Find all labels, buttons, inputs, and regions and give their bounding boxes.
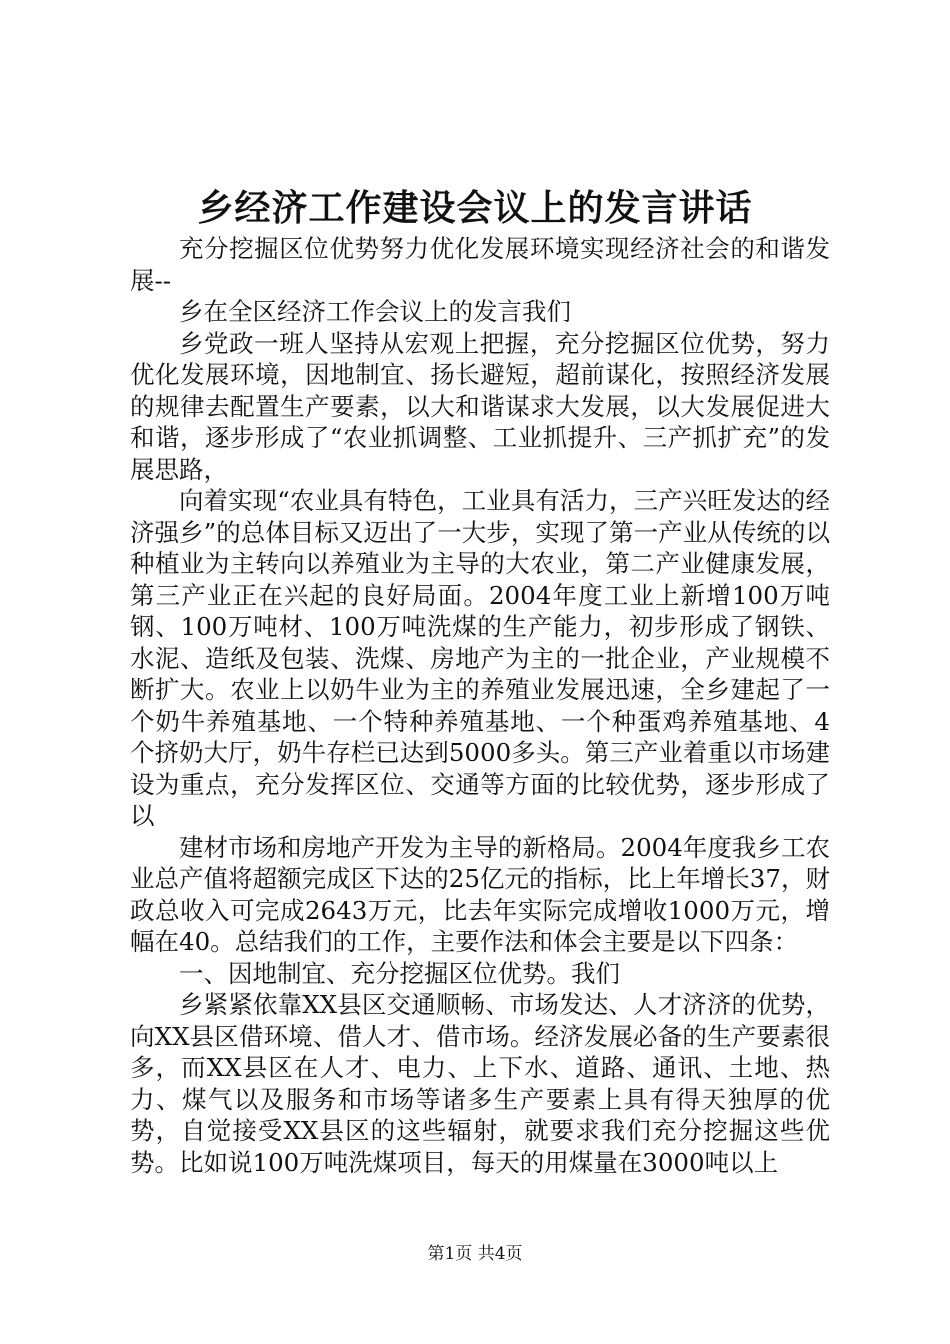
paragraph-1: 充分挖掘区位优势努力优化发展环境实现经济社会的和谐发展-- — [130, 234, 830, 295]
paragraph-7: 乡紧紧依靠XX县区交通顺畅、市场发达、人才济济的优势，向XX县区借环境、借人才、借市场。经济发展必备的生产要素很多，而XX县区在人才、电力、上下水、道路、通讯、土地、热力、煤气以及服务和市场等诸多生产要素上具有得天独厚的优势，自觉接受XX县区的这些辐射，就要求我们充分挖掘这些优势。比如说100万吨洗煤项目，每天的用煤量在3000吨以上 — [130, 990, 830, 1177]
paragraph-2: 乡在全区经济工作会议上的发言我们 — [179, 297, 571, 326]
document-body — [130, 233, 830, 1178]
paragraph-5: 建材市场和房地产开发为主导的新格局。2004年度我乡工农业总产值将超额完成区下达的25亿元的指标，比上年增长37，财政总收入可完成2643万元，比去年实际完成增收1000万元，增幅在40。总结我们的工作，主要作法和体会主要是以下四条： — [130, 832, 830, 956]
paragraph-4: 向着实现“农业具有特色，工业具有活力，三产兴旺发达的经济强乡”的总体目标又迈出了一大步，实现了第一产业从传统的以种植业为主转向以养殖业为主导的大农业，第二产业健康发展，第三产业正在兴起的良好局面。2004年度工业上新增100万吨钢、100万吨材、100万吨洗煤的生产能力，初步形成了钢铁、水泥、造纸及包装、洗煤、房地产为主的一批企业，产业规模不断扩大。农业上以奶牛业为主的养殖业发展迅速，全乡建起了一个奶牛养殖基地、一个特种养殖基地、一个种蛋鸡养殖基地、4个挤奶大厅，奶牛存栏已达到5000多头。第三产业着重以市场建设为重点，充分发挥区位、交通等方面的比较优势，逐步形成了以 — [130, 486, 830, 830]
paragraph-6: 一、因地制宜、充分挖掘区位优势。我们 — [179, 958, 620, 988]
page-number-footer: 第1页 共4页 — [427, 1244, 523, 1264]
document-title: 乡经济工作建设会议上的发言讲话 — [197, 187, 753, 229]
paragraph-3: 乡党政一班人坚持从宏观上把握，充分挖掘区位优势，努力优化发展环境，因地制宜、扬长避短，超前谋化，按照经济发展的规律去配置生产要素，以大和谐谋求大发展，以大发展促进大和谐，逐步形成了“农业抓调整、工业抓提升、三产抓扩充”的发展思路， — [130, 328, 830, 484]
